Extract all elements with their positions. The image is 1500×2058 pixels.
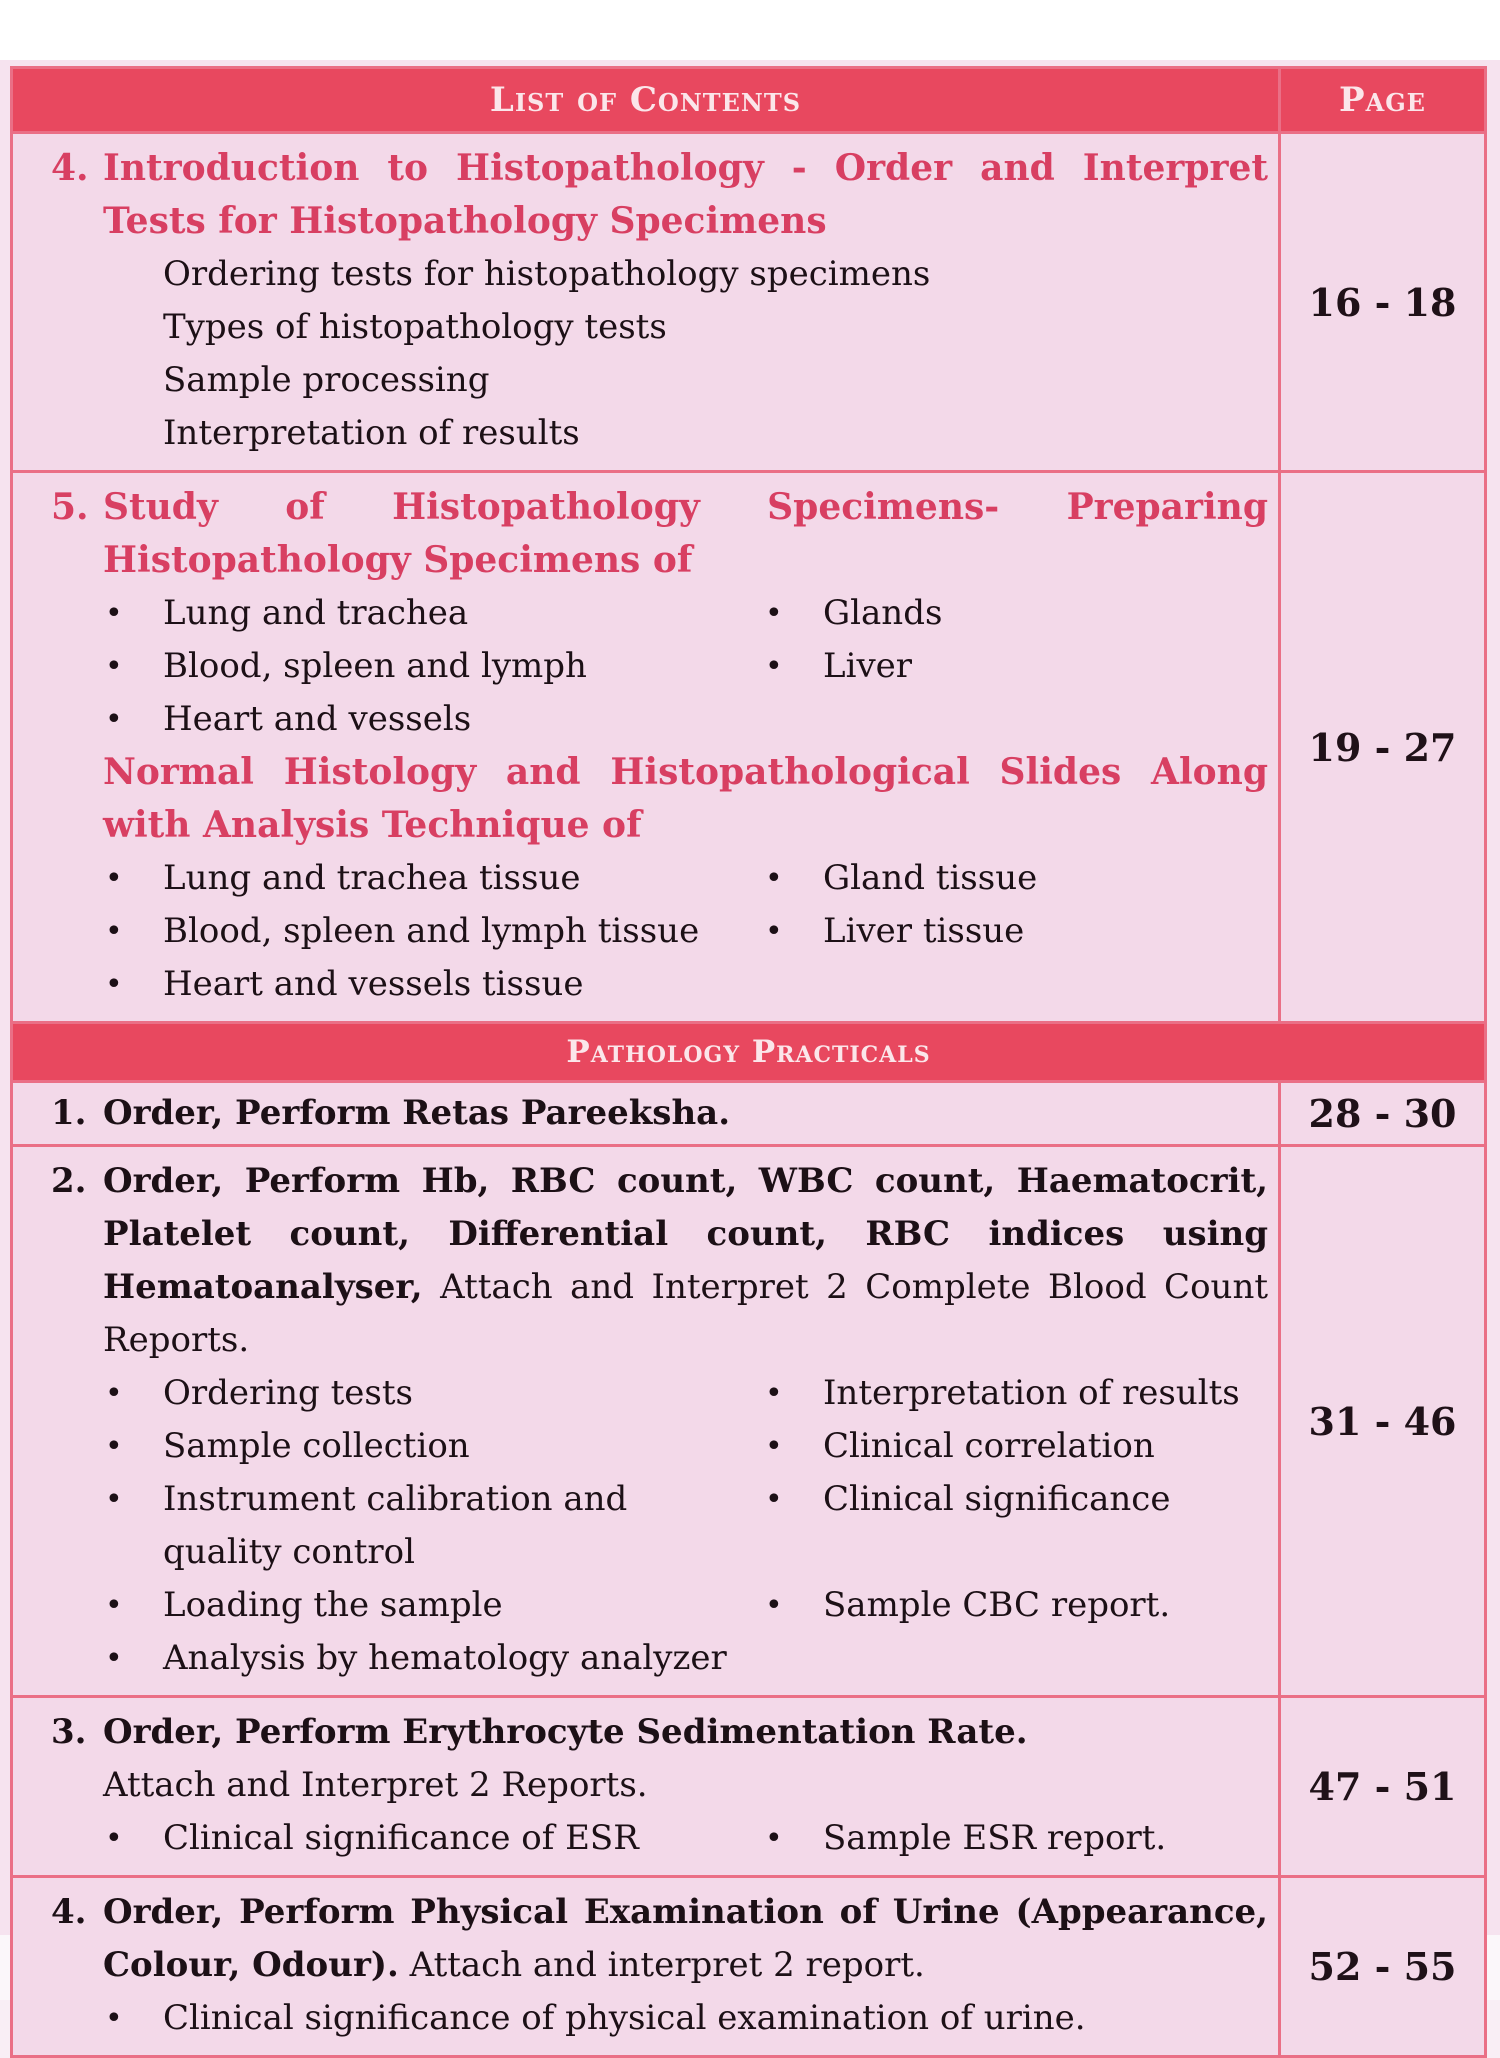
practical-title [51, 1886, 1268, 1992]
header-contents: List of Contents [12, 68, 1280, 133]
list-item: • Instrument calibration and quality control [99, 1473, 759, 1579]
practical-title-bold: Order, Perform Erythrocyte Sedimentation Rate. [103, 1712, 1028, 1752]
page-range: 28 - 30 [1280, 1082, 1486, 1146]
list-item: • Liver [759, 640, 1319, 693]
header-page: Page [1280, 68, 1486, 133]
section-title: Pathology Practicals [12, 1023, 1486, 1082]
practical-title-normal: Attach and Interpret 2 Complete Blood Count Reports. [103, 1267, 1269, 1360]
list-item: • Analysis by hematology analyzer [99, 1632, 759, 1685]
list-item: • Glands [759, 587, 1319, 640]
list-item: • Ordering tests [99, 1367, 759, 1420]
table-row [12, 133, 1486, 472]
section-header-row [12, 1023, 1486, 1082]
practical-title-normal: Attach and interpret 2 report. [409, 1945, 925, 1985]
practical-1-content [12, 1082, 1280, 1146]
list-item: • Loading the sample [99, 1579, 759, 1632]
table-row [12, 1146, 1486, 1697]
practical-title [51, 1706, 1268, 1759]
chapter-title-text: Study of Histopathology Specimens- Preparing Histopathology Specimens of [103, 486, 1268, 581]
practical-note: Attach and Interpret 2 Reports. [103, 1765, 648, 1805]
page-range: 31 - 46 [1280, 1146, 1486, 1697]
list-item: Interpretation of results [163, 413, 580, 453]
chapter-title [51, 142, 1268, 248]
practical-title [51, 1087, 1268, 1140]
page-range: 19 - 27 [1280, 472, 1486, 1023]
list-item: • Blood, spleen and lymph tissue [99, 905, 759, 958]
chapter-title [51, 481, 1268, 587]
practical-number: 4. [51, 1892, 87, 1932]
practical-number: 1. [51, 1093, 87, 1133]
list-item: • Clinical significance of physical examination of urine. [99, 1992, 1268, 2045]
practical-4-content [12, 1877, 1280, 2057]
practical-title-bold: Order, Perform Hb, RBC count, WBC count, Haematocrit, Platelet count, Differential count, RBC indices using Hematoanalyser, [103, 1161, 1268, 1307]
practical-2-content [12, 1146, 1280, 1697]
list-item: Sample processing [163, 360, 490, 400]
practical-3-content [12, 1697, 1280, 1877]
table-row [12, 472, 1486, 1023]
table-row [12, 1697, 1486, 1877]
bullet-list [51, 852, 1268, 1011]
bullet-list [51, 587, 1268, 746]
practical-number: 2. [51, 1161, 87, 1201]
practical-number: 3. [51, 1712, 87, 1752]
bullet-list [51, 1812, 1268, 1865]
page-range: 16 - 18 [1280, 133, 1486, 472]
practical-title [51, 1155, 1268, 1367]
list-item: Types of histopathology tests [163, 307, 667, 347]
practical-title-bold: Order, Perform Physical Examination of Urine (Appearance, Colour, Odour). [103, 1892, 1268, 1985]
list-item: • Clinical significance [759, 1473, 1319, 1579]
list-item: Ordering tests for histopathology specimens [163, 254, 931, 294]
page-range: 47 - 51 [1280, 1697, 1486, 1877]
chapter-title-text: Introduction to Histopathology - Order and Interpret Tests for Histopathology Specimens [103, 147, 1268, 242]
list-item: • Heart and vessels tissue [99, 958, 759, 1011]
list-item: • Clinical significance of ESR [99, 1812, 759, 1865]
chapter-5-content [12, 472, 1280, 1023]
chapter-number: 4. [51, 147, 89, 189]
table-row [12, 1877, 1486, 2057]
list-item: • Lung and trachea [99, 587, 759, 640]
page-range: 52 - 55 [1280, 1877, 1486, 2057]
chapter-4-content [12, 133, 1280, 472]
chapter-subtitle: Normal Histology and Histopathological Slides Along with Analysis Technique of [103, 751, 1268, 846]
list-item: • Sample collection [99, 1420, 759, 1473]
list-item: • Gland tissue [759, 852, 1319, 905]
table-row [12, 1082, 1486, 1146]
list-item: • Sample CBC report. [759, 1579, 1319, 1632]
list-item: • Clinical correlation [759, 1420, 1319, 1473]
list-item: • Sample ESR report. [759, 1812, 1319, 1865]
table-header-row [12, 68, 1486, 133]
list-item: • Heart and vessels [99, 693, 759, 746]
list-item: • Interpretation of results [759, 1367, 1319, 1420]
practical-title-bold: Order, Perform Retas Pareeksha. [103, 1093, 731, 1133]
list-item: • Blood, spleen and lymph [99, 640, 759, 693]
contents-table [10, 66, 1487, 2058]
bullet-list [51, 1367, 1268, 1685]
chapter-number: 5. [51, 486, 89, 528]
list-item: • Lung and trachea tissue [99, 852, 759, 905]
list-item: • Liver tissue [759, 905, 1319, 958]
